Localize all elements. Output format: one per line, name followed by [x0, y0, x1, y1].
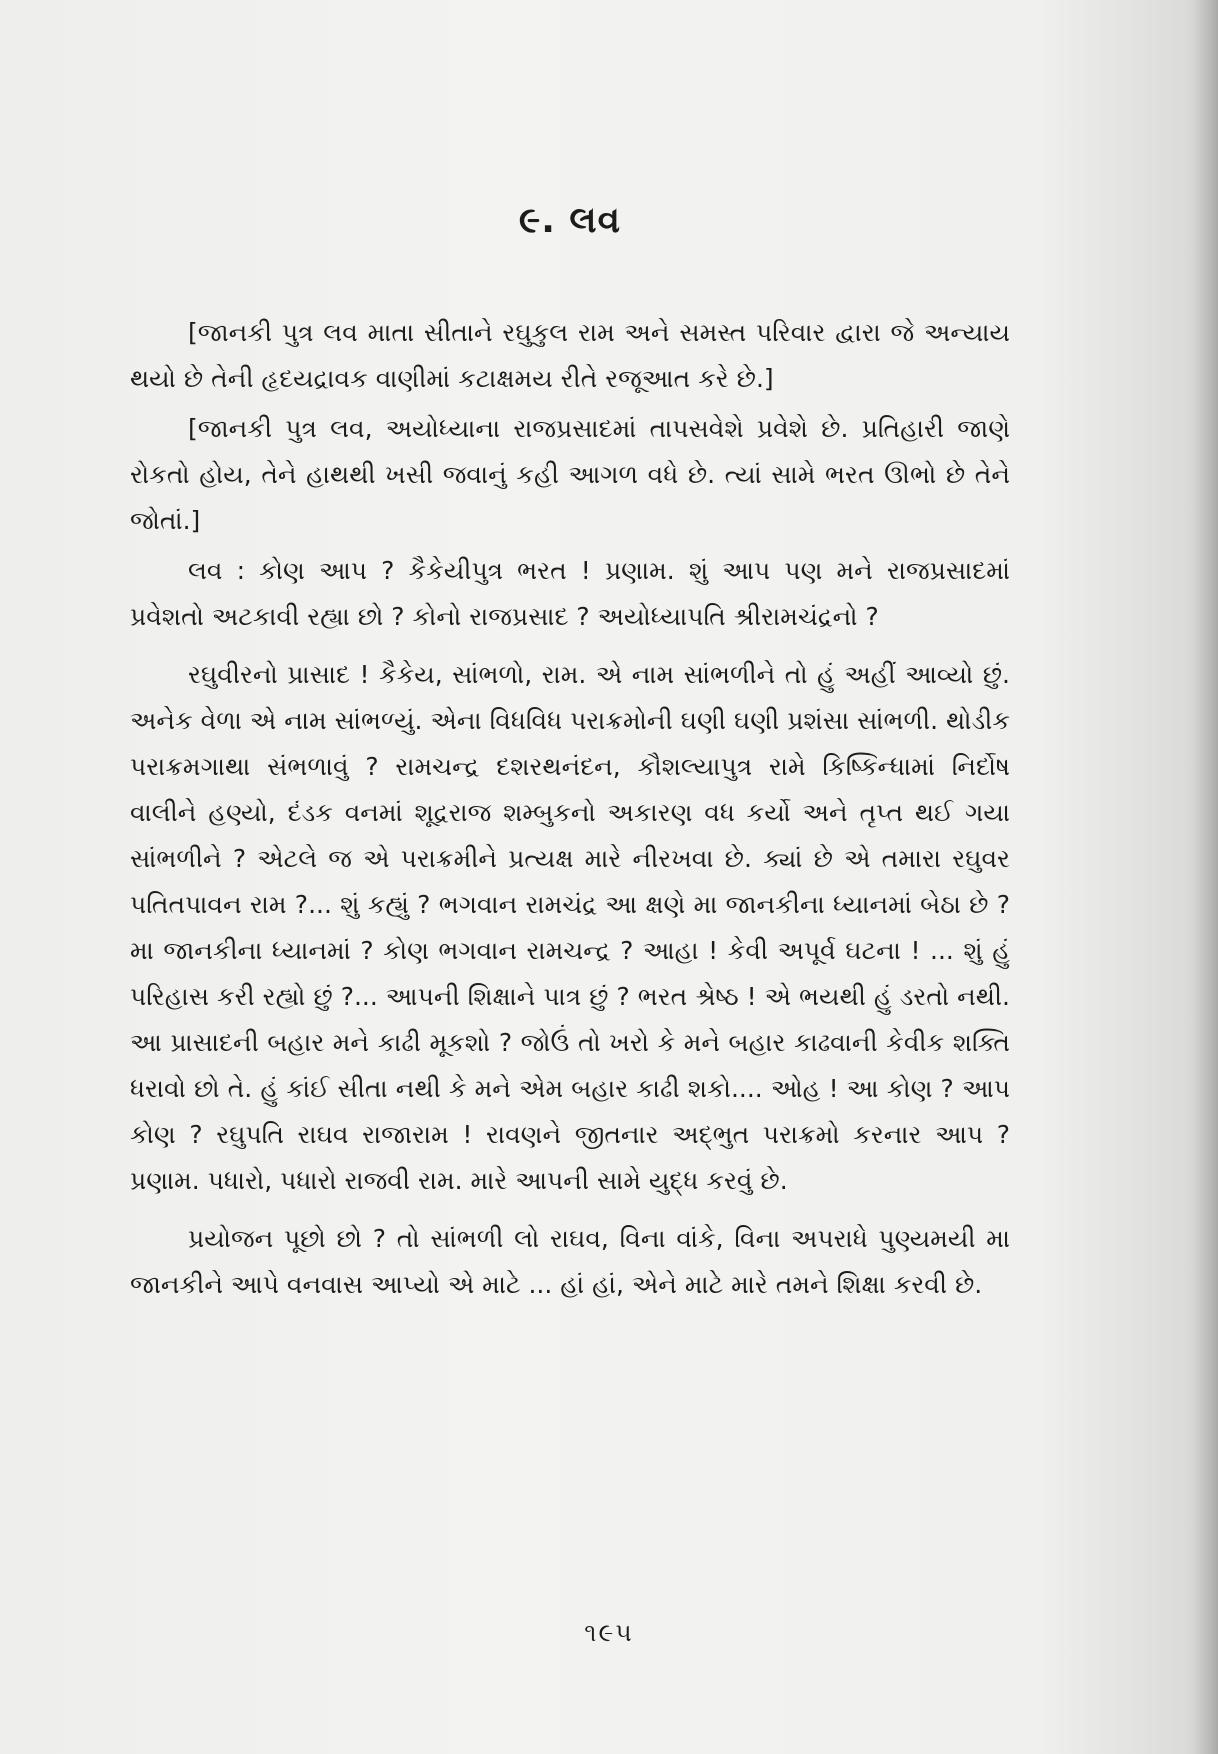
paragraph-lav-dialogue: લવ : કોણ આપ ? કૈકેયીપુત્ર ભરત ! પ્રણામ. શું આપ પણ મને રાજપ્રસાદમાં પ્રવેશતો અટકાવી રહ્યા છો ? કોનો રાજપ્રસાદ ? અયોધ્યાપતિ શ્રીરામચંદ્રનો ? — [130, 556, 1010, 631]
page-content — [130, 200, 1010, 1312]
paragraph-closing: પ્રયોજન પૂછો છો ? તો સાંભળી લો રાઘવ, વિના વાંકે, વિના અપરાધે પુણ્યમયી મા જાનકીને આપે વનવાસ આપ્યો એ માટે ... હાં હાં, એને માટે મારે તમને શિક્ષા કરવી છે. — [130, 1224, 1010, 1299]
paragraph-intro-note: [જાનકી પુત્ર લવ માતા સીતાને રઘુકુલ રામ અને સમસ્ત પરિવાર દ્વારા જે અન્યાય થયો છે તેની હૃદયદ્રાવક વાણીમાં કટાક્ષમય રીતે રજૂઆત કરે છે.] — [130, 318, 1010, 393]
page-number: ૧૯૫ — [584, 1618, 634, 1647]
page-edge-shadow — [1192, 0, 1218, 1754]
paragraph-stage-direction: [જાનકી પુત્ર લવ, અયોધ્યાના રાજપ્રસાદમાં તાપસવેશે પ્રવેશે છે. પ્રતિહારી જાણે રોકતો હોય, તેને હાથથી ખસી જવાનું કહી આગળ વધે છે. ત્યાં સામે ભરત ઊભો છે તેને જોતાં.] — [130, 414, 1010, 535]
chapter-title: ૯. લવ — [518, 200, 622, 241]
paragraph-main-monologue: રઘુવીરનો પ્રાસાદ ! કૈકેય, સાંભળો, રામ. એ નામ સાંભળીને તો હું અહીં આવ્યો છું. અનેક વેળા એ નામ સાંભળ્યું. એના વિધવિધ પરાક્રમોની ઘણી ઘણી પ્રશંસા સાંભળી. થોડીક પરાક્રમગાથા સંભળાવું ? રામચન્દ્ર દશરથનંદન, કૌશલ્યાપુત્ર રામે કિષ્કિન્ધામાં નિર્દોષ વાલીને હણ્યો, દંડક વનમાં શૂદ્રરાજ શમ્બુકનો અકારણ વધ કર્યો અને તૃપ્ત થઈ ગયા સાંભળીને ? એટલે જ એ પરાક્રમીને પ્રત્યક્ષ મારે નીરખવા છે. ક્યાં છે એ તમારા રઘુવર પતિતપાવન રામ ?... શું કહ્યું ? ભગવાન રામચંદ્ર આ ક્ષણે મા જાનકીના ધ્યાનમાં બેઠા છે ? મા જાનકીના ધ્યાનમાં ? કોણ ભગવાન રામચન્દ્ર ? આહા ! કેવી અપૂર્વ ઘટના ! ... શું હું પરિહાસ કરી રહ્યો છું ?... આપની શિક્ષાને પાત્ર છું ? ભરત શ્રેષ્ઠ ! એ ભયથી હું ડરતો નથી. આ પ્રાસાદની બહાર મને કાઢી મૂકશો ? જોઉં તો ખરો કે મને બહાર કાઢવાની કેવીક શક્તિ ધરાવો છો તે. હું કાંઈ સીતા નથી કે મને એમ બહાર કાઢી શકો.... ઓહ ! આ કોણ ? આપ કોણ ? રઘુપતિ રાઘવ રાજારામ ! રાવણને જીતનાર અદ્ભુત પરાક્રમો કરનાર આપ ? પ્રણામ. પધારો, પધારો રાજવી રામ. મારે આપની સામે યુદ્ધ કરવું છે. — [130, 660, 1010, 1195]
